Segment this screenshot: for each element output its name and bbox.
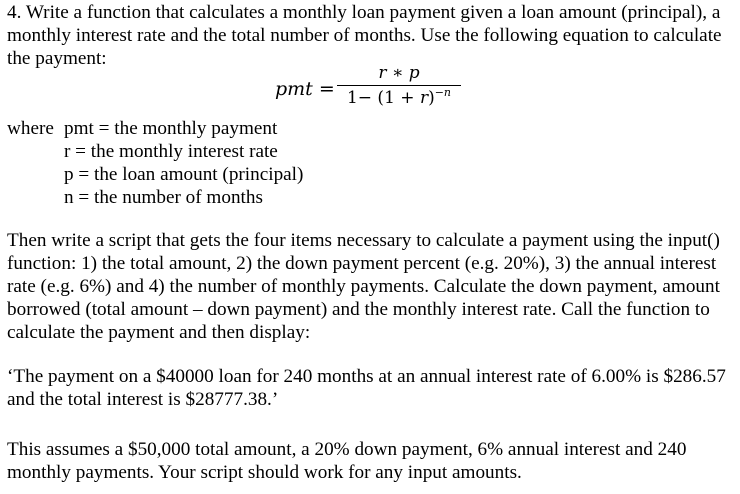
formula-numerator: r ∗ p xyxy=(378,63,420,83)
definitions-lead: where xyxy=(7,118,54,139)
den-suffix: ) xyxy=(428,88,435,108)
den-exponent: −n xyxy=(434,86,452,99)
assumptions-note: This assumes a $50,000 total amount, a 20% down payment, 6% annual interest and 240 monthly payments. Your script should work for any input amounts. xyxy=(7,439,687,483)
den-prefix: 1− (1 + xyxy=(346,88,420,108)
definition-row xyxy=(7,117,303,140)
definition-item: p = the loan amount (principal) xyxy=(64,164,304,185)
formula-fraction xyxy=(337,62,461,108)
definition-row xyxy=(7,163,303,186)
script-instructions: Then write a script that gets the four items necessary to calculate a payment using the input() function: 1) the total amount, 2) the down payment percent (e.g. 20%), 3) the annual interest rate (e.g. 6%) and 4) the number of monthly payments. Calculate the down payment, amount borrowed (total amount – down payment) and the monthly interest rate. Call the function to calculate the payment and then display: xyxy=(7,230,720,343)
problem-intro: 4. Write a function that calculates a monthly loan payment given a loan amount (principal), a monthly interest rate and the total number of months. Use the following equation to calculate the payment: xyxy=(7,2,722,69)
example-output: ‘The payment on a $40000 loan for 240 months at an annual interest rate of 6.00% is $286.57 and the total interest is $28777.38.’ xyxy=(7,366,726,410)
definition-item: r = the monthly interest rate xyxy=(64,141,278,162)
definition-item: n = the number of months xyxy=(64,187,263,208)
definition-row xyxy=(7,186,303,209)
formula-lhs: pmt = xyxy=(275,78,335,100)
variable-definitions xyxy=(7,117,303,209)
definition-row xyxy=(7,140,303,163)
den-var: r xyxy=(419,88,429,108)
formula-denominator xyxy=(337,88,461,108)
definition-item: pmt = the monthly payment xyxy=(64,118,278,139)
